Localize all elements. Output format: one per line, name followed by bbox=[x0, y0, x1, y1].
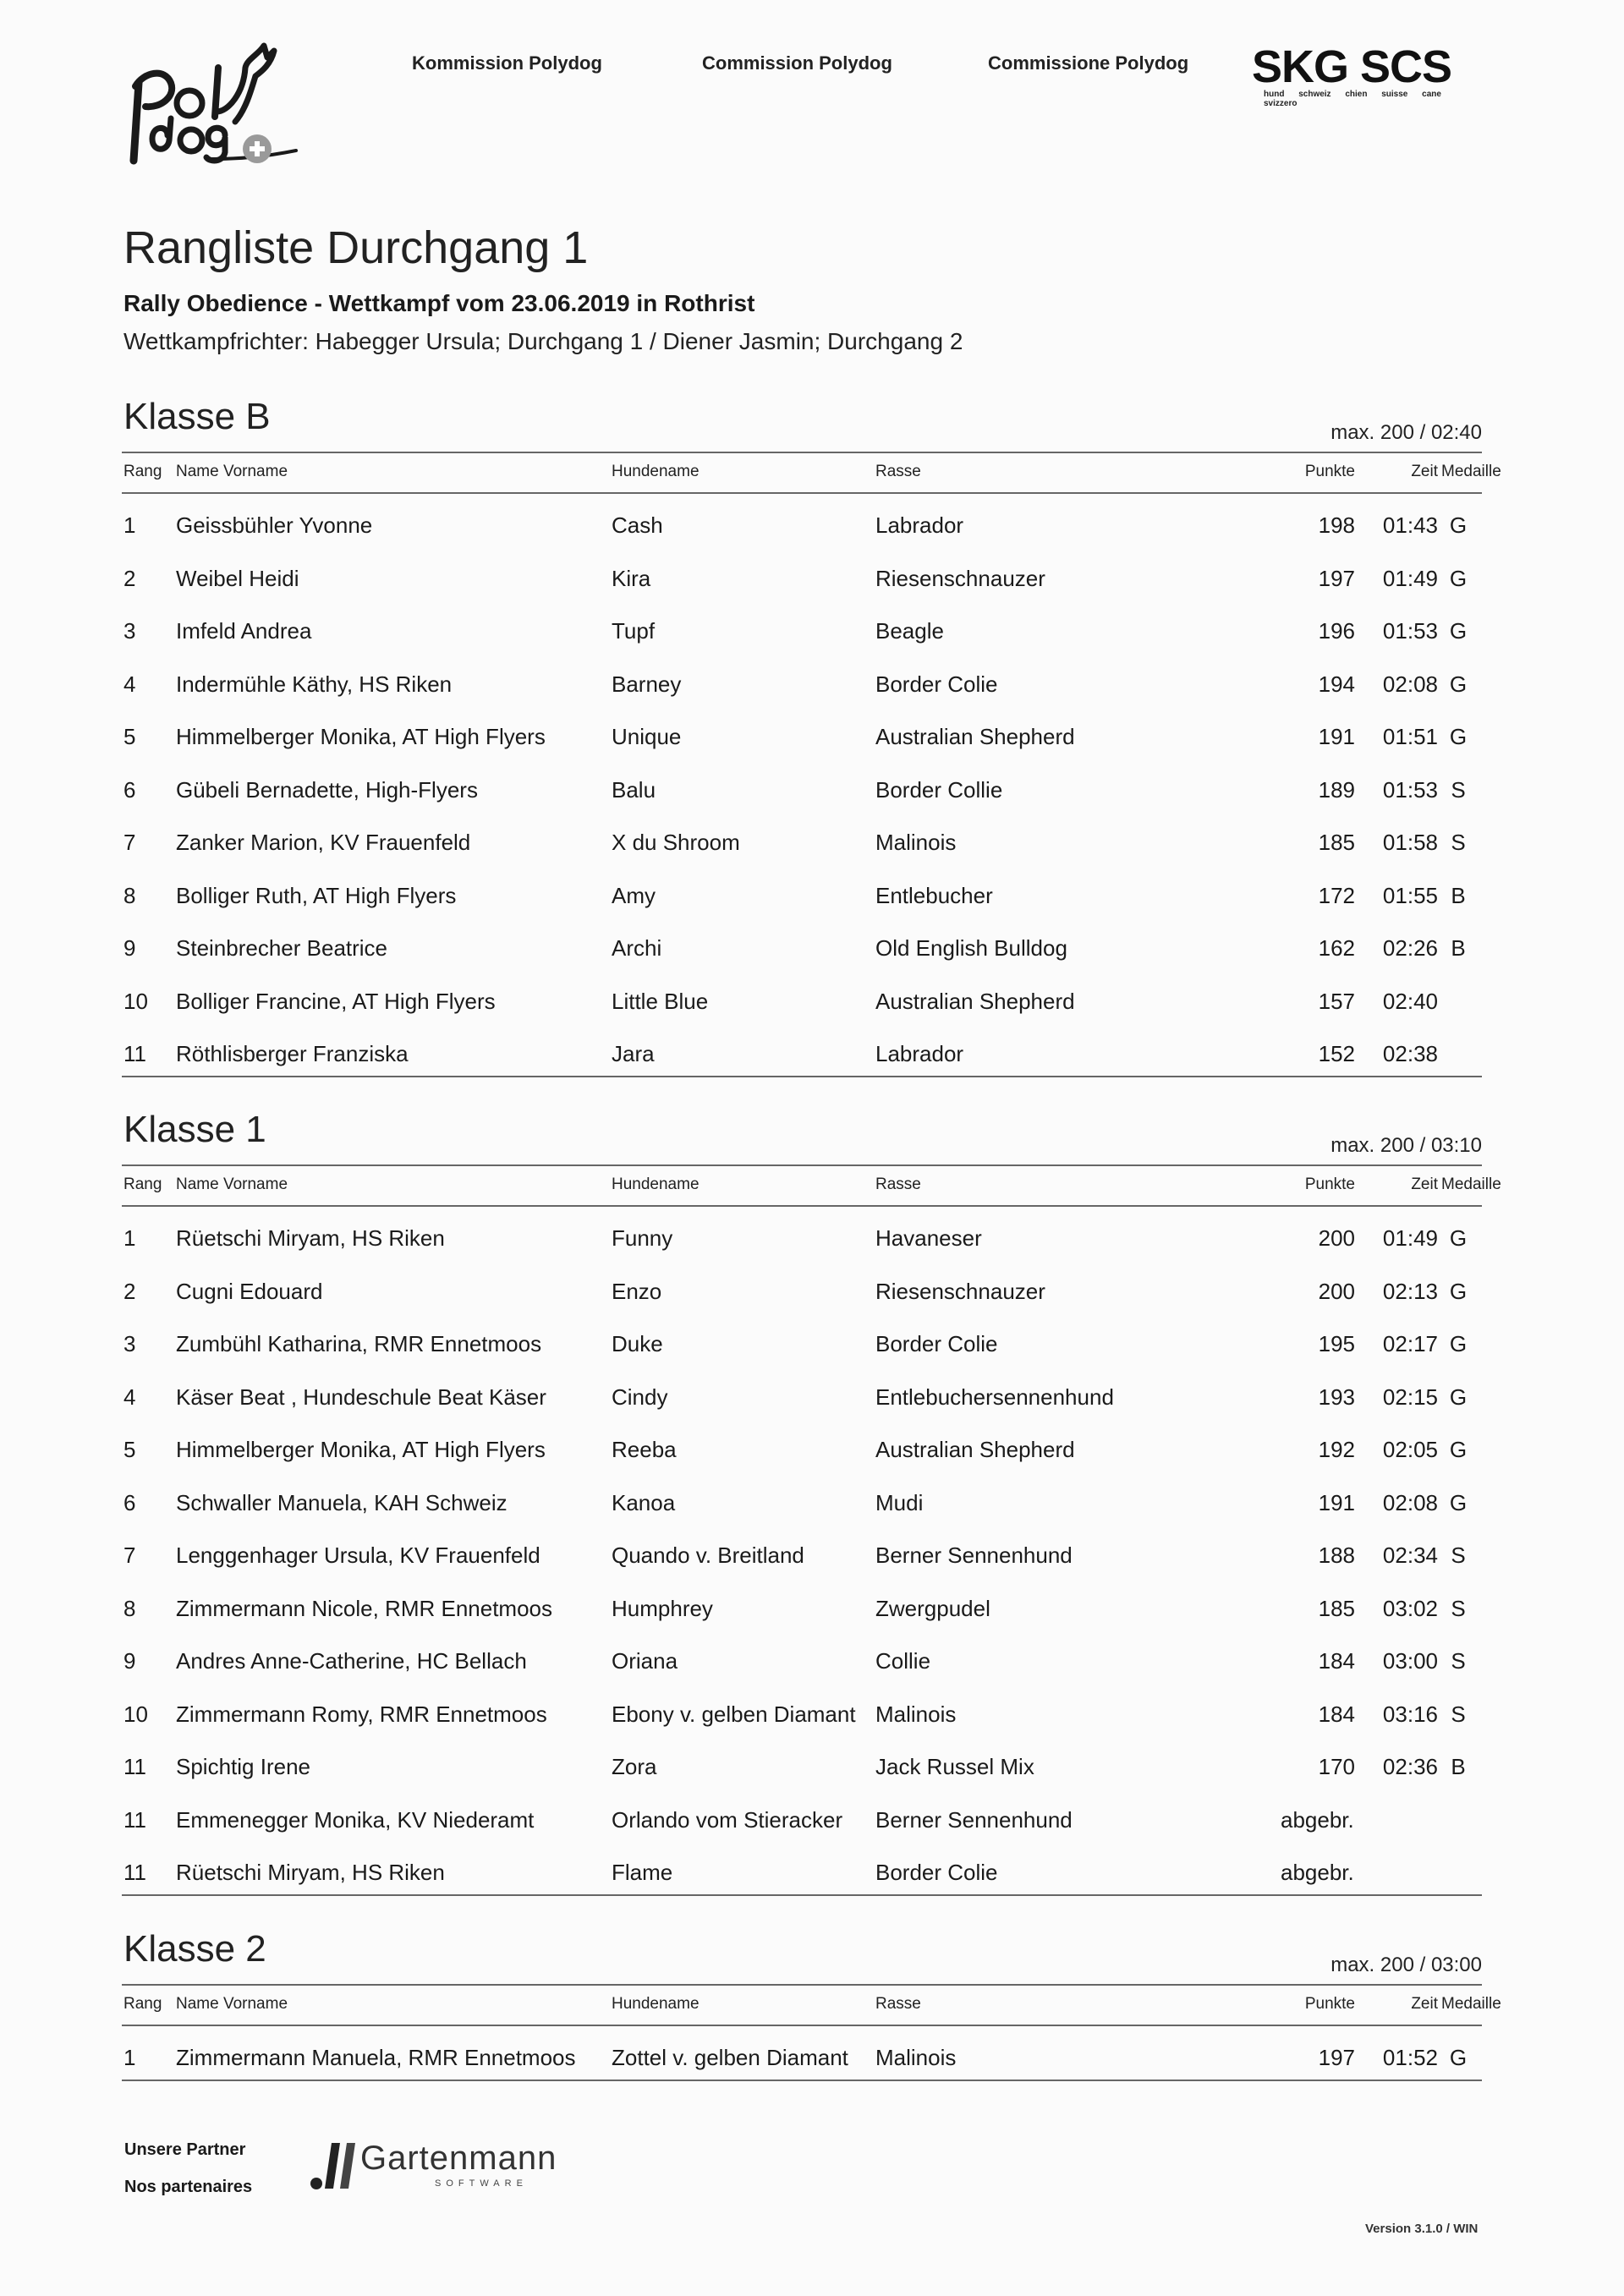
cell-hund: Enzo bbox=[612, 1278, 662, 1304]
gartenmann-mark-icon bbox=[310, 2140, 360, 2194]
cell-hund: Funny bbox=[612, 1225, 673, 1251]
cell-rasse: Malinois bbox=[875, 830, 957, 855]
cell-rang: 10 bbox=[123, 988, 148, 1014]
cell-hund: Kira bbox=[612, 565, 651, 591]
cell-name: Geissbühler Yvonne bbox=[176, 512, 373, 538]
cell-hund: Cash bbox=[612, 512, 663, 538]
cell-zeit: 02:08 bbox=[1382, 671, 1438, 697]
cell-medaille: B bbox=[1451, 935, 1466, 961]
gartenmann-logo bbox=[310, 2140, 557, 2198]
skg-logo bbox=[1252, 41, 1480, 108]
cell-rang: 11 bbox=[123, 1754, 146, 1779]
cell-punkte: 162 bbox=[1318, 935, 1355, 961]
cell-rasse: Malinois bbox=[875, 1701, 957, 1727]
cell-punkte: 184 bbox=[1318, 1648, 1355, 1674]
cell-zeit: 03:02 bbox=[1382, 1595, 1438, 1621]
cell-rasse: Berner Sennenhund bbox=[875, 1806, 1073, 1833]
cell-punkte: 170 bbox=[1318, 1754, 1355, 1779]
cell-medaille: G bbox=[1449, 671, 1468, 697]
column-header-medaille: Medaille bbox=[1441, 1995, 1501, 2013]
cell-rasse: Jack Russel Mix bbox=[875, 1754, 1034, 1779]
cell-medaille: G bbox=[1449, 1384, 1468, 1410]
cell-hund: Jara bbox=[612, 1041, 655, 1066]
polydog-logo bbox=[118, 34, 321, 182]
cell-name: Zimmermann Manuela, RMR Ennetmoos bbox=[176, 2045, 576, 2070]
table-body bbox=[122, 494, 1482, 1077]
cell-hund: Flame bbox=[612, 1860, 673, 1885]
cell-name: Himmelberger Monika, AT High Flyers bbox=[176, 724, 546, 749]
cell-hund: Duke bbox=[612, 1331, 663, 1356]
section-header bbox=[122, 391, 1482, 452]
cell-rasse: Havaneser bbox=[875, 1225, 982, 1251]
cell-name: Cugni Edouard bbox=[176, 1278, 323, 1304]
cell-zeit: 02:40 bbox=[1382, 988, 1438, 1014]
table-body bbox=[122, 2026, 1482, 2081]
cell-rang: 2 bbox=[123, 1278, 136, 1304]
cell-medaille: B bbox=[1451, 882, 1466, 908]
cell-zeit: 02:34 bbox=[1382, 1543, 1438, 1568]
column-header-rang: Rang bbox=[123, 463, 162, 480]
cell-name: Bolliger Francine, AT High Flyers bbox=[176, 988, 496, 1014]
cell-medaille: G bbox=[1449, 512, 1468, 538]
cell-hund: Cindy bbox=[612, 1384, 668, 1410]
cell-zeit: 02:36 bbox=[1382, 1754, 1438, 1779]
cell-punkte: 195 bbox=[1318, 1331, 1355, 1356]
cell-medaille: S bbox=[1451, 776, 1466, 803]
cell-punkte: 196 bbox=[1318, 618, 1355, 644]
cell-medaille: G bbox=[1449, 724, 1468, 749]
cell-punkte: 194 bbox=[1318, 671, 1355, 697]
column-header-zeit: Zeit bbox=[1411, 1995, 1438, 2013]
cell-punkte: abgebr. bbox=[1281, 1860, 1354, 1885]
section-title: Klasse 1 bbox=[123, 1109, 266, 1150]
cell-zeit: 01:49 bbox=[1382, 1225, 1438, 1251]
cell-hund: Quando v. Breitland bbox=[612, 1543, 804, 1568]
table-row bbox=[122, 547, 1482, 600]
cell-rang: 1 bbox=[123, 2045, 136, 2070]
cell-rang: 3 bbox=[123, 618, 136, 644]
cell-hund: Humphrey bbox=[612, 1595, 713, 1621]
cell-punkte: 193 bbox=[1318, 1384, 1355, 1410]
cell-rang: 1 bbox=[123, 1225, 136, 1251]
cell-zeit: 03:16 bbox=[1382, 1701, 1438, 1727]
cell-punkte: 198 bbox=[1318, 512, 1355, 538]
cell-name: Rüetschi Miryam, HS Riken bbox=[176, 1225, 445, 1251]
cell-hund: Kanoa bbox=[612, 1489, 676, 1515]
table-row bbox=[122, 1207, 1482, 1260]
cell-medaille: G bbox=[1449, 1489, 1468, 1515]
section-title: Klasse 2 bbox=[123, 1928, 266, 1970]
cell-name: Weibel Heidi bbox=[176, 565, 299, 591]
column-header-punkte: Punkte bbox=[1304, 463, 1355, 480]
section-max-score: max. 200 / 02:40 bbox=[1330, 421, 1482, 444]
cell-rang: 6 bbox=[123, 1489, 136, 1515]
column-header-name: Name Vorname bbox=[176, 463, 288, 480]
cell-rang: 9 bbox=[123, 1648, 136, 1674]
column-header-name: Name Vorname bbox=[176, 1995, 288, 2013]
table-row bbox=[122, 1630, 1482, 1683]
cell-rasse: Collie bbox=[875, 1648, 931, 1674]
cell-rang: 7 bbox=[123, 830, 136, 855]
cell-hund: Reeba bbox=[612, 1437, 677, 1462]
column-header-rasse: Rasse bbox=[875, 463, 921, 480]
cell-rang: 8 bbox=[123, 882, 136, 908]
cell-rang: 2 bbox=[123, 565, 136, 591]
cell-name: Röthlisberger Franziska bbox=[176, 1041, 409, 1066]
table-row bbox=[122, 653, 1482, 706]
partners-label-fr: Nos partenaires bbox=[124, 2178, 253, 2196]
cell-name: Spichtig Irene bbox=[176, 1754, 310, 1779]
table-row bbox=[122, 1789, 1482, 1842]
table-row bbox=[122, 1418, 1482, 1471]
cell-name: Rüetschi Miryam, HS Riken bbox=[176, 1860, 445, 1885]
cell-rasse: Mudi bbox=[875, 1489, 924, 1515]
cell-rang: 11 bbox=[123, 1806, 146, 1833]
cell-name: Zimmermann Romy, RMR Ennetmoos bbox=[176, 1701, 547, 1727]
cell-medaille: G bbox=[1449, 565, 1468, 591]
cell-rasse: Border Collie bbox=[875, 776, 1003, 803]
cell-rang: 4 bbox=[123, 671, 136, 697]
cell-rang: 5 bbox=[123, 724, 136, 749]
cell-hund: Orlando vom Stieracker bbox=[612, 1806, 843, 1833]
cell-zeit: 01:52 bbox=[1382, 2045, 1438, 2070]
cell-rasse: Australian Shepherd bbox=[875, 1437, 1075, 1462]
cell-medaille: S bbox=[1451, 830, 1466, 855]
column-header-medaille: Medaille bbox=[1441, 463, 1501, 480]
cell-name: Schwaller Manuela, KAH Schweiz bbox=[176, 1489, 508, 1515]
section-header bbox=[122, 1923, 1482, 1984]
cell-name: Imfeld Andrea bbox=[176, 618, 312, 644]
table-row bbox=[122, 1683, 1482, 1736]
cell-rang: 11 bbox=[123, 1860, 146, 1885]
cell-rasse: Entlebuchersennenhund bbox=[875, 1384, 1114, 1410]
section-klasse-b bbox=[122, 391, 1501, 1077]
cell-rang: 11 bbox=[123, 1041, 146, 1066]
cell-zeit: 02:26 bbox=[1382, 935, 1438, 961]
cell-name: Andres Anne-Catherine, HC Bellach bbox=[176, 1648, 527, 1674]
commission-fr: Commission Polydog bbox=[702, 52, 892, 74]
cell-rang: 4 bbox=[123, 1384, 136, 1410]
cell-zeit: 01:43 bbox=[1382, 512, 1438, 538]
cell-zeit: 02:13 bbox=[1382, 1278, 1438, 1304]
cell-punkte: abgebr. bbox=[1281, 1806, 1354, 1833]
page-title: Rangliste Durchgang 1 bbox=[123, 222, 589, 273]
cell-punkte: 200 bbox=[1318, 1225, 1355, 1251]
table-header bbox=[122, 452, 1501, 494]
table-row bbox=[122, 600, 1482, 653]
cell-punkte: 172 bbox=[1318, 882, 1355, 908]
section-header bbox=[122, 1104, 1482, 1164]
cell-zeit: 02:38 bbox=[1382, 1041, 1438, 1066]
column-header-rasse: Rasse bbox=[875, 1995, 921, 2013]
cell-punkte: 189 bbox=[1318, 776, 1355, 803]
cell-rang: 7 bbox=[123, 1543, 136, 1568]
table-row bbox=[122, 759, 1482, 812]
partners-label bbox=[124, 2131, 252, 2206]
cell-rang: 5 bbox=[123, 1437, 136, 1462]
cell-name: Zanker Marion, KV Frauenfeld bbox=[176, 830, 471, 855]
version-label: Version 3.1.0 / WIN bbox=[1365, 2222, 1479, 2236]
column-header-zeit: Zeit bbox=[1411, 463, 1438, 480]
cell-medaille: S bbox=[1451, 1595, 1466, 1621]
cell-zeit: 02:08 bbox=[1382, 1489, 1438, 1515]
column-header-name: Name Vorname bbox=[176, 1175, 288, 1193]
cell-medaille: S bbox=[1451, 1701, 1466, 1727]
table-row bbox=[122, 864, 1482, 918]
cell-medaille: G bbox=[1449, 1225, 1468, 1251]
table-row bbox=[122, 1471, 1482, 1525]
cell-rasse: Australian Shepherd bbox=[875, 724, 1075, 749]
column-header-hund: Hundename bbox=[612, 1995, 700, 2013]
cell-name: Bolliger Ruth, AT High Flyers bbox=[176, 882, 457, 908]
cell-medaille: G bbox=[1449, 618, 1468, 644]
cell-name: Käser Beat , Hundeschule Beat Käser bbox=[176, 1384, 546, 1410]
cell-rasse: Beagle bbox=[875, 618, 944, 644]
cell-zeit: 03:00 bbox=[1382, 1648, 1438, 1674]
cell-medaille: G bbox=[1449, 1331, 1468, 1356]
table-row bbox=[122, 1524, 1482, 1577]
sponsor-subtitle: SOFTWARE bbox=[435, 2178, 528, 2189]
table-header bbox=[122, 1164, 1501, 1207]
cell-rang: 3 bbox=[123, 1331, 136, 1356]
cell-punkte: 185 bbox=[1318, 830, 1355, 855]
cell-rasse: Berner Sennenhund bbox=[875, 1543, 1073, 1568]
cell-rasse: Riesenschnauzer bbox=[875, 1278, 1045, 1304]
judges-line: Wettkampfrichter: Habegger Ursula; Durchgang 1 / Diener Jasmin; Durchgang 2 bbox=[123, 328, 963, 354]
cell-hund: Zora bbox=[612, 1754, 657, 1779]
column-header-medaille: Medaille bbox=[1441, 1175, 1501, 1193]
cell-hund: Oriana bbox=[612, 1648, 678, 1674]
cell-rang: 1 bbox=[123, 512, 136, 538]
competition-subtitle: Rally Obedience - Wettkampf vom 23.06.2019 in Rothrist bbox=[123, 290, 755, 316]
cell-hund: Unique bbox=[612, 724, 682, 749]
table-row bbox=[122, 494, 1482, 547]
cell-medaille: S bbox=[1451, 1543, 1466, 1568]
cell-punkte: 188 bbox=[1318, 1543, 1355, 1568]
cell-rasse: Australian Shepherd bbox=[875, 988, 1075, 1014]
table-row bbox=[122, 1260, 1482, 1313]
section-klasse-2 bbox=[122, 1923, 1501, 2081]
table-row bbox=[122, 1735, 1482, 1789]
cell-zeit: 01:49 bbox=[1382, 565, 1438, 591]
cell-hund: Zottel v. gelben Diamant bbox=[612, 2045, 848, 2070]
cell-name: Lenggenhager Ursula, KV Frauenfeld bbox=[176, 1543, 540, 1568]
column-header-rang: Rang bbox=[123, 1175, 162, 1193]
cell-rasse: Entlebucher bbox=[875, 882, 993, 908]
cell-punkte: 192 bbox=[1318, 1437, 1355, 1462]
table-row bbox=[122, 811, 1482, 864]
cell-zeit: 01:55 bbox=[1382, 882, 1438, 908]
cell-zeit: 01:53 bbox=[1382, 776, 1438, 803]
cell-hund: X du Shroom bbox=[612, 830, 740, 855]
cell-punkte: 157 bbox=[1318, 988, 1355, 1014]
column-header-zeit: Zeit bbox=[1411, 1175, 1438, 1193]
commission-de: Kommission Polydog bbox=[412, 52, 602, 74]
table-row bbox=[122, 1577, 1482, 1630]
table-header bbox=[122, 1984, 1501, 2026]
cell-medaille: G bbox=[1449, 1278, 1468, 1304]
cell-punkte: 200 bbox=[1318, 1278, 1355, 1304]
table-row bbox=[122, 1841, 1482, 1894]
skg-logo-text: SKG SCS bbox=[1252, 41, 1452, 92]
cell-punkte: 152 bbox=[1318, 1041, 1355, 1066]
table-row bbox=[122, 705, 1482, 759]
cell-zeit: 02:05 bbox=[1382, 1437, 1438, 1462]
cell-zeit: 02:15 bbox=[1382, 1384, 1438, 1410]
column-header-rang: Rang bbox=[123, 1995, 162, 2013]
cell-name: Gübeli Bernadette, High-Flyers bbox=[176, 776, 478, 803]
partners-label-de: Unsere Partner bbox=[124, 2140, 246, 2159]
section-max-score: max. 200 / 03:10 bbox=[1330, 1134, 1482, 1157]
cell-medaille: G bbox=[1449, 1437, 1468, 1462]
cell-name: Zimmermann Nicole, RMR Ennetmoos bbox=[176, 1595, 553, 1621]
cell-rasse: Border Colie bbox=[875, 671, 998, 697]
cell-name: Steinbrecher Beatrice bbox=[176, 935, 388, 961]
cell-rasse: Labrador bbox=[875, 1041, 964, 1066]
cell-hund: Ebony v. gelben Diamant bbox=[612, 1701, 856, 1727]
table-row bbox=[122, 1312, 1482, 1366]
cell-name: Himmelberger Monika, AT High Flyers bbox=[176, 1437, 546, 1462]
cell-zeit: 02:17 bbox=[1382, 1331, 1438, 1356]
column-header-punkte: Punkte bbox=[1304, 1175, 1355, 1193]
cell-hund: Little Blue bbox=[612, 988, 709, 1014]
table-row bbox=[122, 1022, 1482, 1076]
table-row bbox=[122, 1366, 1482, 1419]
cell-medaille: G bbox=[1449, 2045, 1468, 2070]
table-body bbox=[122, 1207, 1482, 1896]
cell-rasse: Labrador bbox=[875, 512, 964, 538]
cell-rasse: Malinois bbox=[875, 2045, 957, 2070]
cell-zeit: 01:58 bbox=[1382, 830, 1438, 855]
polydog-logo-graphic bbox=[118, 34, 321, 182]
cell-punkte: 185 bbox=[1318, 1595, 1355, 1621]
cell-medaille: B bbox=[1451, 1754, 1466, 1779]
cell-hund: Barney bbox=[612, 671, 682, 697]
cell-punkte: 197 bbox=[1318, 565, 1355, 591]
cell-name: Zumbühl Katharina, RMR Ennetmoos bbox=[176, 1331, 542, 1356]
cell-rasse: Old English Bulldog bbox=[875, 935, 1067, 961]
cell-hund: Archi bbox=[612, 935, 662, 961]
skg-logo-subtitle: hund schweiz chien suisse cane svizzero bbox=[1264, 90, 1441, 108]
cell-rang: 8 bbox=[123, 1595, 136, 1621]
cell-rang: 6 bbox=[123, 776, 136, 803]
cell-rasse: Border Colie bbox=[875, 1860, 998, 1885]
table-row bbox=[122, 917, 1482, 970]
cell-zeit: 01:51 bbox=[1382, 724, 1438, 749]
column-header-hund: Hundename bbox=[612, 463, 700, 480]
cell-rasse: Zwergpudel bbox=[875, 1595, 990, 1621]
section-max-score: max. 200 / 03:00 bbox=[1330, 1954, 1482, 1976]
cell-punkte: 191 bbox=[1318, 724, 1355, 749]
cell-rang: 9 bbox=[123, 935, 136, 961]
table-row bbox=[122, 970, 1482, 1023]
column-header-punkte: Punkte bbox=[1304, 1995, 1355, 2013]
cell-punkte: 197 bbox=[1318, 2045, 1355, 2070]
table-row bbox=[122, 2026, 1482, 2080]
cell-punkte: 191 bbox=[1318, 1489, 1355, 1515]
commission-it: Commissione Polydog bbox=[988, 52, 1189, 74]
cell-zeit: 01:53 bbox=[1382, 618, 1438, 644]
column-header-rasse: Rasse bbox=[875, 1175, 921, 1193]
cell-name: Emmenegger Monika, KV Niederamt bbox=[176, 1806, 535, 1833]
column-header-hund: Hundename bbox=[612, 1175, 700, 1193]
cell-hund: Amy bbox=[612, 882, 656, 908]
section-klasse-1 bbox=[122, 1104, 1501, 1896]
section-title: Klasse B bbox=[123, 396, 271, 437]
cell-rasse: Border Colie bbox=[875, 1331, 998, 1356]
sponsor-name: Gartenmann bbox=[360, 2140, 557, 2177]
cell-hund: Balu bbox=[612, 776, 656, 803]
cell-rang: 10 bbox=[123, 1701, 148, 1727]
cell-rasse: Riesenschnauzer bbox=[875, 565, 1045, 591]
cell-hund: Tupf bbox=[612, 618, 656, 644]
cell-medaille: S bbox=[1451, 1648, 1466, 1674]
cell-punkte: 184 bbox=[1318, 1701, 1355, 1727]
cell-name: Indermühle Käthy, HS Riken bbox=[176, 671, 453, 697]
